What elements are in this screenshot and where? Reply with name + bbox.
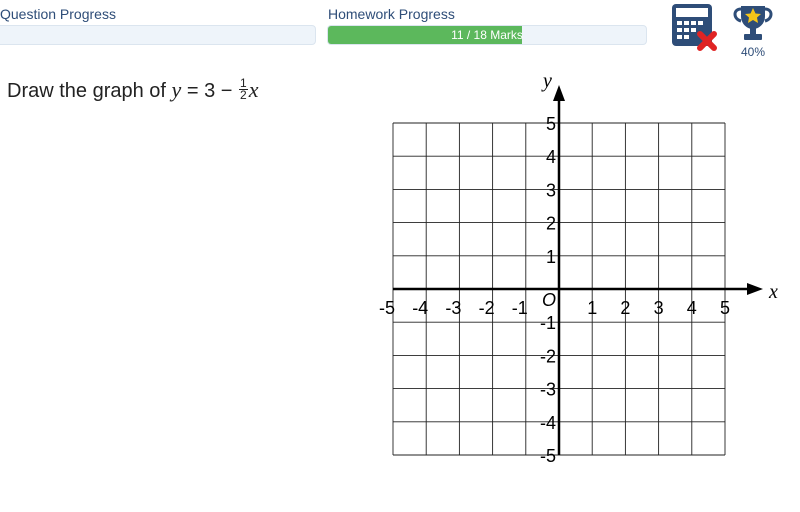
y-tick-label: -1 [539, 313, 556, 334]
x-tick-label: 2 [620, 298, 631, 318]
x-tick-label: 5 [719, 298, 731, 318]
y-tick-label: 3 [545, 180, 556, 201]
y-tick-label: 4 [545, 147, 556, 168]
homework-progress-marks: 11 / 18 Marks [451, 28, 523, 42]
x-tick-label: 1 [587, 298, 598, 318]
question-var-x: x [248, 77, 259, 102]
y-tick-label: -2 [539, 346, 556, 367]
y-axis-arrow [553, 85, 565, 101]
trophy-percent: 40% [740, 45, 766, 59]
x-tick-label: -2 [478, 298, 495, 318]
y-tick-label: 1 [545, 246, 556, 267]
x-tick-label: -5 [378, 298, 396, 318]
y-axis-label: y [543, 70, 552, 92]
y-tick-label: -3 [539, 379, 556, 400]
fraction-numerator: 1 [240, 76, 247, 91]
origin-label: O [542, 290, 557, 310]
x-tick-label: 4 [686, 298, 697, 318]
x-tick-label: -3 [445, 298, 462, 318]
x-axis-label: x [769, 281, 778, 303]
y-tick-label: -4 [539, 412, 556, 433]
question-equals: = 3 − [181, 80, 239, 102]
fraction-denominator: 2 [240, 88, 247, 103]
x-axis-arrow [747, 283, 763, 295]
homework-progress-label: Homework Progress [328, 6, 455, 22]
question-var-y: y [171, 77, 182, 102]
question-prefix: Draw the graph of [7, 80, 172, 102]
x-tick-label: -4 [412, 298, 429, 318]
y-tick-label: 5 [545, 114, 556, 134]
question-progress-label: Question Progress [0, 6, 116, 22]
x-tick-label: -1 [511, 298, 528, 318]
x-tick-label: 3 [653, 298, 664, 318]
y-tick-label: -5 [539, 446, 556, 466]
y-tick-label: 2 [545, 213, 556, 234]
